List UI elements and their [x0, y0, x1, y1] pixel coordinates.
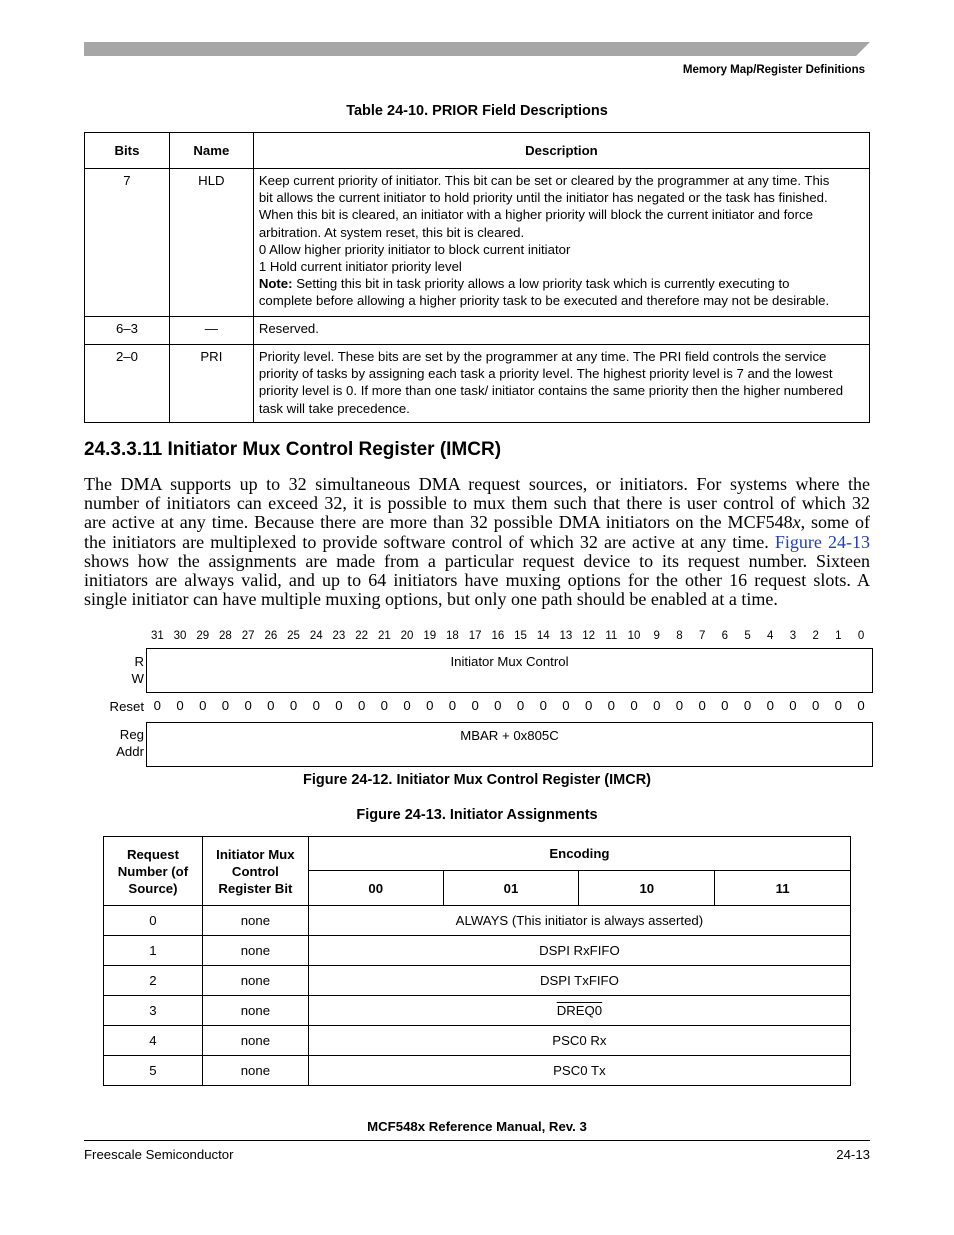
bit-number: 2 [812, 630, 819, 642]
encoding-11-header: 11 [715, 871, 851, 906]
reset-value: 0 [607, 698, 616, 713]
request-number-cell: 0 [104, 906, 203, 936]
reset-value: 0 [811, 698, 820, 713]
request-number-cell: 5 [104, 1056, 203, 1086]
prior-table-caption: Table 24-10. PRIOR Field Descriptions [346, 103, 608, 119]
manual-title: MCF548x Reference Manual, Rev. 3 [367, 1119, 587, 1134]
paragraph-line [84, 513, 870, 532]
reset-value: 0 [766, 698, 774, 713]
name-cell: HLD [169, 169, 253, 317]
bit-number: 13 [559, 630, 573, 642]
section-heading: 24.3.3.11 Initiator Mux Control Register (IMCR) [84, 439, 502, 460]
bit-number: 11 [605, 630, 618, 642]
addr-label: Addr [116, 744, 144, 759]
bit-number: 25 [287, 630, 300, 642]
bit-number: 28 [219, 630, 232, 642]
register-figure-caption: Figure 24-12. Initiator Mux Control Register (IMCR) [302, 772, 652, 788]
paragraph-text: are active at any time. Because there are more than 32 possible DMA initiators on the MCF548 [84, 512, 793, 533]
description-line: bit allows the current initiator to hold priority until the initiator has negated or the task has finished. [258, 190, 828, 206]
header-line: Source) [128, 880, 178, 896]
reset-value: 0 [153, 698, 162, 713]
register-bit-cell: none [202, 906, 308, 936]
encoding-cell: PSC0 Tx [308, 1056, 850, 1086]
table-row [85, 317, 870, 345]
page-number: 24-13 [836, 1147, 870, 1162]
encoding-cell: DSPI RxFIFO [308, 936, 850, 966]
reset-value: 0 [698, 698, 706, 713]
reset-value: 0 [494, 698, 502, 713]
header-line: Control [231, 863, 279, 879]
bit-number: 5 [744, 630, 751, 642]
reset-value: 0 [516, 698, 525, 713]
initiator-assignments-table [103, 836, 851, 1086]
encoding-01-header: 01 [443, 871, 579, 906]
register-bit-cell: none [202, 1056, 308, 1086]
paragraph-line: initiators are always valid, and up to 64 initiators have muxing options for the other 16 request slots. A [84, 570, 870, 591]
body-paragraph [84, 475, 870, 609]
note-line: complete before allowing a higher priority task to be executed and therefore may not be desirable. [258, 293, 830, 309]
register-bit-cell: none [202, 966, 308, 996]
bit-number: 6 [721, 630, 729, 642]
column-header-description: Description [253, 133, 869, 169]
reset-value: 0 [448, 698, 457, 713]
bit-number: 27 [241, 630, 255, 642]
encoding-00-header: 00 [308, 871, 443, 906]
bit-number: 1 [835, 630, 842, 642]
paragraph-line: The DMA supports up to 32 simultaneous DMA request sources, or initiators. For systems where the [84, 474, 870, 494]
reset-value: 0 [312, 698, 320, 713]
description-cell: Reserved. [253, 317, 869, 345]
reset-value: 0 [539, 698, 547, 713]
bit-number: 4 [767, 630, 774, 642]
table-row [104, 1056, 851, 1086]
column-header-register-bit [202, 837, 308, 906]
bit-number: 18 [446, 630, 459, 642]
header-line: Number (of [117, 863, 189, 879]
reset-value: 0 [675, 698, 684, 713]
table-row [104, 936, 851, 966]
request-number-cell: 1 [104, 936, 203, 966]
description-line: priority level is 0. If more than one task/ initiator contains the same priority then the higher numbered [258, 383, 844, 399]
description-line: arbitration. At system reset, this bit is cleared. [258, 224, 525, 240]
bits-cell: 6–3 [85, 317, 170, 345]
reset-value: 0 [335, 698, 343, 713]
encoding-cell: ALWAYS (This initiator is always asserted) [308, 906, 850, 936]
write-label: W [131, 671, 144, 686]
header-bar [84, 42, 870, 56]
bit-number: 0 [857, 630, 865, 642]
table-row [104, 966, 851, 996]
reset-value: 0 [721, 698, 729, 713]
reset-value: 0 [176, 698, 184, 713]
bit-number: 3 [789, 630, 797, 642]
paragraph-text: the initiators are multiplexed to provide software control of which 32 are active at any time. [84, 531, 775, 552]
bit-number: 24 [309, 630, 323, 642]
bit-number: 9 [653, 630, 660, 642]
bit-number: 21 [377, 630, 391, 642]
reset-value: 0 [630, 698, 638, 713]
header-line: Request [126, 846, 179, 862]
reset-value: 0 [426, 698, 434, 713]
paragraph-text: x [792, 512, 801, 533]
assign-table-caption: Figure 24-13. Initiator Assignments [356, 807, 598, 823]
note-label: Note: [258, 276, 293, 292]
reset-value: 0 [857, 698, 865, 713]
table-header-row [85, 133, 870, 169]
column-header-encoding: Encoding [308, 837, 850, 871]
figure-link[interactable]: Figure 24-13 [774, 531, 870, 552]
name-cell: PRI [169, 345, 253, 423]
reset-value: 0 [403, 698, 411, 713]
read-label: R [134, 654, 144, 669]
bit-number: 19 [423, 630, 437, 642]
bits-cell: 7 [85, 169, 170, 317]
description-line: Priority level. These bits are set by the programmer at any time. The PRI field controls the service [258, 349, 827, 364]
encoding-cell: DSPI TxFIFO [308, 966, 850, 996]
table-row [104, 1026, 851, 1056]
reset-value: 0 [743, 698, 752, 713]
reset-value: 0 [471, 698, 479, 713]
bit-number: 10 [627, 630, 641, 642]
bit-number: 30 [173, 630, 187, 642]
description-line: 0 Allow higher priority initiator to block current initiator [258, 241, 571, 257]
bit-number-row [146, 630, 872, 644]
reset-value: 0 [357, 698, 366, 713]
table-row [104, 906, 851, 936]
register-field-name: Initiator Mux Control [450, 654, 569, 669]
reset-value: 0 [562, 698, 570, 713]
register-field-box [146, 648, 873, 693]
reset-value: 0 [221, 698, 230, 713]
column-header-request-number [104, 837, 203, 906]
paragraph-line: number of initiators can exceed 32, it is possible to mux them such that there is user control of which 32 [84, 493, 870, 514]
reset-label: Reset [109, 699, 144, 714]
description-cell [253, 169, 869, 317]
reg-label: Reg [119, 727, 144, 742]
prior-field-table [84, 132, 870, 423]
bit-number: 26 [264, 630, 278, 642]
bit-number: 14 [536, 630, 550, 642]
active-low-signal: DREQ0 [556, 1003, 603, 1018]
company-name: Freescale Semiconductor [84, 1147, 234, 1162]
bit-number: 22 [355, 630, 369, 642]
table-header-row [104, 837, 851, 871]
request-number-cell: 2 [104, 966, 203, 996]
reset-value: 0 [289, 698, 298, 713]
running-header: Memory Map/Register Definitions [682, 64, 865, 76]
note-line [259, 275, 864, 292]
encoding-cell: PSC0 Rx [308, 1026, 850, 1056]
reset-value: 0 [834, 698, 843, 713]
reset-value: 0 [267, 698, 275, 713]
description-line: When this bit is cleared, an initiator with a higher priority will block the current initiator and force [258, 207, 813, 223]
bit-number: 8 [676, 630, 683, 642]
bit-number: 29 [196, 630, 210, 642]
name-cell: — [169, 317, 253, 345]
paragraph-text: , some of [800, 512, 870, 533]
bit-number: 17 [468, 630, 482, 642]
request-number-cell: 4 [104, 1026, 203, 1056]
encoding-cell [308, 996, 850, 1026]
header-line: Initiator Mux [216, 846, 295, 862]
register-address-box [146, 722, 873, 767]
register-address: MBAR + 0x805C [460, 728, 559, 743]
column-header-bits: Bits [85, 133, 170, 169]
table-row [85, 169, 870, 317]
description-line: Keep current priority of initiator. This bit can be set or cleared by the programmer at any time. This [258, 173, 830, 188]
table-row [85, 345, 870, 423]
reset-value: 0 [380, 698, 389, 713]
paragraph-line: single initiator can have multiple muxing options, but only one path should be enabled at a time. [84, 589, 778, 610]
description-cell [253, 345, 869, 423]
reset-value: 0 [653, 698, 661, 713]
column-header-name: Name [169, 133, 253, 169]
bit-number: 23 [332, 630, 346, 642]
bits-cell: 2–0 [85, 345, 170, 423]
bit-number: 15 [514, 630, 527, 642]
note-text: Setting this bit in task priority allows a low priority task which is currently executing to [292, 276, 790, 292]
bit-number: 20 [400, 630, 414, 642]
register-bit-cell: none [202, 936, 308, 966]
reset-value: 0 [244, 698, 252, 713]
paragraph-line: shows how the assignments are made from a particular request device to its request number. Sixteen [84, 550, 870, 571]
encoding-10-header: 10 [579, 871, 715, 906]
description-line: task will take precedence. [258, 400, 410, 416]
bit-number: 31 [150, 630, 164, 642]
footer-divider [84, 1140, 870, 1141]
description-line: 1 Hold current initiator priority level [258, 259, 462, 275]
bit-number: 7 [698, 630, 706, 642]
reset-value: 0 [199, 698, 207, 713]
table-row [104, 996, 851, 1026]
header-line: Register Bit [218, 880, 293, 896]
register-bit-cell: none [202, 1026, 308, 1056]
bit-number: 12 [582, 630, 596, 642]
paragraph-line [84, 533, 870, 552]
reset-value: 0 [584, 698, 593, 713]
reset-value: 0 [789, 698, 797, 713]
register-bit-cell: none [202, 996, 308, 1026]
bit-number: 16 [491, 630, 505, 642]
description-line: priority of tasks by assigning each task a priority level. The highest priority level is 7 and the lowest [258, 366, 833, 382]
request-number-cell: 3 [104, 996, 203, 1026]
